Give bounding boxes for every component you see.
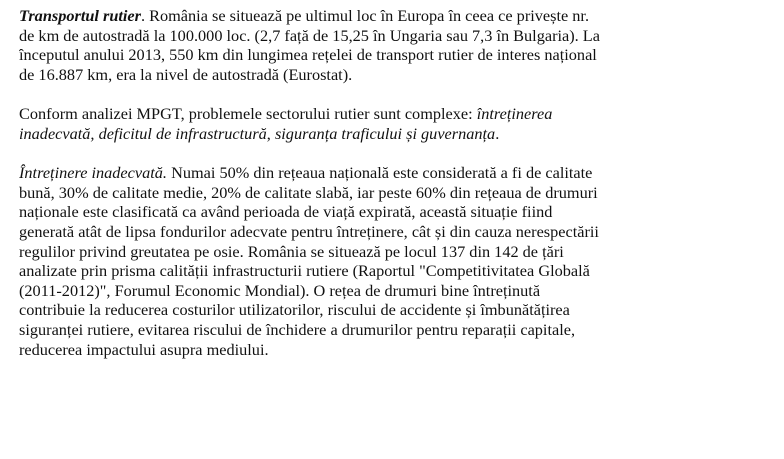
text-run: Numai 50% din rețeaua națională este considerată a fi de calitate [167,163,593,183]
text-line [19,163,784,183]
section-heading: Transportul rutier [19,6,141,25]
text-line: naționale este clasificată ca având perioada de viață expirată, această situație fiind [19,202,553,222]
italic-text-run: întreținerea [476,104,553,124]
text-line: (2011-2012)", Forumul Economic Mondial). O rețea de drumuri bine întreținută [19,280,541,300]
text-line: regulilor privind greutatea pe osie. România se situează pe locul 137 din 142 de țări [19,241,564,261]
text-line [19,124,784,144]
text-run: . [495,123,500,143]
text-line: siguranței rutiere, evitarea riscului de închidere a drumurilor pentru reparații capitale, [19,319,576,339]
text-line [19,6,784,26]
section-heading: Întreținere inadecvată. [19,163,167,183]
text-line: reducerea impactului asupra mediului. [19,339,269,359]
text-line: începutul anului 2013, 550 km din lungimea rețelei de transport rutier de interes național [19,45,597,65]
text-run: Conform analizei MPGT, problemele sectorului rutier sunt complexe: [19,104,477,124]
text-run: , [266,123,275,143]
italic-text-run: siguranța traficului și guvernanța [274,123,496,143]
text-line: contribuie la reducerea costurilor utilizatorilor, riscului de accidente și îmbunătățirea [19,300,570,320]
text-line: analizate prin prisma calității infrastructurii rutiere (Raportul "Competitivitatea Globală [19,261,590,281]
text-line: bună, 30% de calitate medie, 20% de calitate slabă, iar peste 60% din rețeaua de drumuri [19,182,598,202]
text-line: de km de autostradă la 100.000 loc. (2,7 față de 15,25 în Ungaria sau 7,3 în Bulgaria). La [19,25,600,45]
text-line: de 16.887 km, era la nivel de autostradă (Eurostat). [19,64,353,84]
paragraph-mpgt-analysis [19,104,784,143]
italic-text-run: inadecvată, deficitul de infrastructură [19,123,267,143]
paragraph-road-transport [19,6,784,84]
paragraph-inadequate-maintenance [19,163,784,359]
document-body [19,6,784,379]
text-line [19,104,784,124]
text-run: . România se situează pe ultimul loc în Europa în ceea ce privește nr. [141,6,590,25]
text-line: generată atât de lipsa fondurilor adecvate pentru întreținere, cât și din cauza nerespectării [19,221,599,241]
